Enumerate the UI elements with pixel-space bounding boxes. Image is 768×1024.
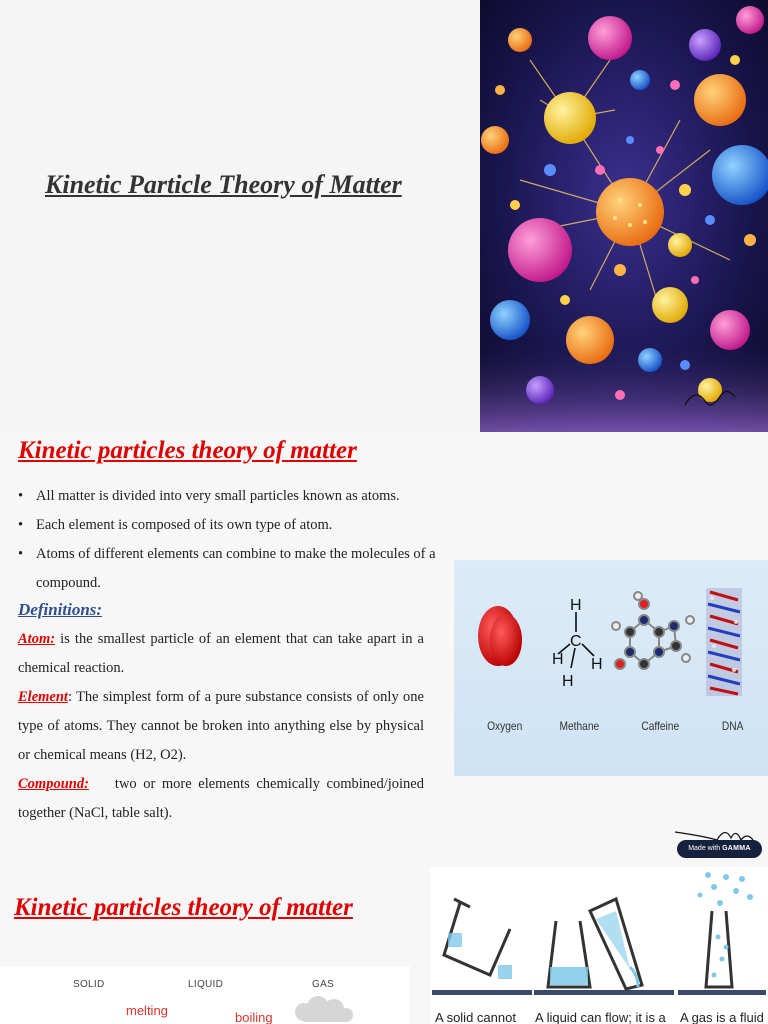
molecule-label-methane: Methane <box>559 719 600 733</box>
definitions-title: Definitions: <box>18 600 103 619</box>
definitions-slide-heading: Kinetic particles theory of matter <box>18 437 357 464</box>
process-label-melting: melting <box>126 1003 168 1018</box>
atom-definition: is the smallest particle of an element that can take apart in a chemical reaction. <box>18 631 424 676</box>
definitions-body <box>18 625 424 828</box>
gas-flask-icon <box>706 911 732 987</box>
badge-prefix: Made with <box>688 845 721 852</box>
bullet-item: • Each element is composed of its own type of atom. <box>18 511 458 540</box>
element-definition: : The simplest form of a pure substance consists of only one type of atoms. They cannot be broken into anything else by physical or chemical means (H2, O2). <box>18 689 424 763</box>
made-with-gamma-badge[interactable] <box>677 840 762 858</box>
slide-title-heading: Kinetic Particle Theory of Matter <box>45 170 402 199</box>
molecule-label-oxygen: Oxygen <box>487 719 523 733</box>
badge-brand: GAMMA <box>722 845 751 852</box>
compound-term: Compound: <box>18 776 89 792</box>
states-slide-heading: Kinetic particles theory of matter <box>14 894 353 921</box>
theory-bullet-list <box>18 482 458 598</box>
state-label-solid: SOLID <box>73 979 105 990</box>
slide-states-of-matter <box>0 864 768 1024</box>
molecules-hero-image <box>480 0 768 432</box>
process-label-boiling: boiling <box>235 1010 273 1024</box>
svg-text:H: H <box>591 656 603 673</box>
bullet-item: • Atoms of different elements can combine to make the molecules of a compound. <box>18 540 458 598</box>
oxygen-molecule-icon <box>478 606 522 666</box>
state-label-gas: GAS <box>312 979 335 990</box>
flasks-states-image <box>430 867 768 1024</box>
molecule-label-caffeine: Caffeine <box>641 719 680 733</box>
gas-caption: A gas is a fluid <box>680 1010 764 1024</box>
element-term: Element <box>18 689 68 705</box>
svg-text:H: H <box>562 673 574 690</box>
molecule-label-dna: DNA <box>721 719 744 733</box>
atom-term: Atom: <box>18 631 56 647</box>
slide-definitions <box>0 432 768 864</box>
solid-caption: A solid cannot <box>435 1010 516 1024</box>
state-label-liquid: LIQUID <box>188 979 224 990</box>
states-diagram <box>0 966 410 1024</box>
dna-helix-icon <box>706 588 742 696</box>
bullet-item: • All matter is divided into very small particles known as atoms. <box>18 482 458 511</box>
molecule-examples-image <box>454 560 768 776</box>
svg-text:C: C <box>570 633 582 650</box>
svg-text:H: H <box>570 597 582 614</box>
liquid-caption: A liquid can flow; it is a <box>535 1010 666 1024</box>
slide-title <box>0 0 768 432</box>
gas-cloud-icon <box>290 996 356 1024</box>
compound-definition: two or more elements chemically combined/joined together (NaCl, table salt). <box>18 776 424 821</box>
methane-structure-icon <box>552 597 603 690</box>
caffeine-molecule-icon <box>612 592 694 669</box>
svg-text:H: H <box>552 651 564 668</box>
